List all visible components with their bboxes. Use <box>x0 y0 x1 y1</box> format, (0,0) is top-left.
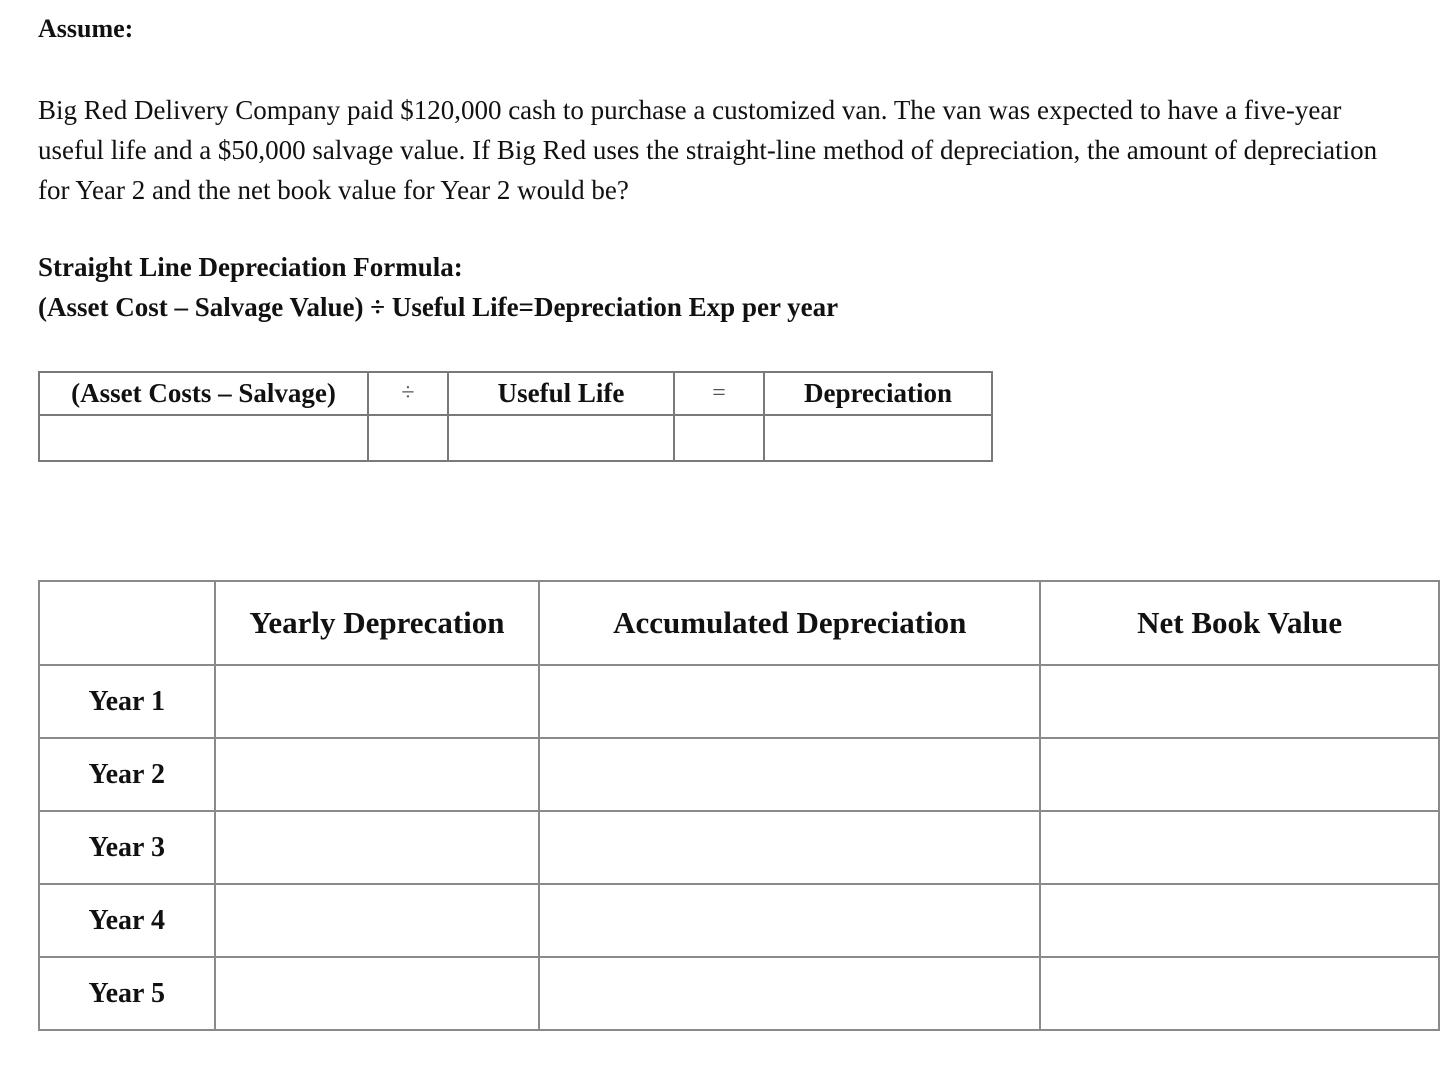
schedule-header-yearly: Yearly Deprecation <box>215 581 540 665</box>
net-book-value-cell[interactable] <box>1040 665 1439 738</box>
accumulated-depreciation-cell[interactable] <box>539 665 1040 738</box>
accumulated-depreciation-cell[interactable] <box>539 811 1040 884</box>
net-book-value-cell[interactable] <box>1040 738 1439 811</box>
accumulated-depreciation-cell[interactable] <box>539 738 1040 811</box>
problem-statement: Big Red Delivery Company paid $120,000 cash to purchase a customized van. The van was expected to have a five-year useful life and a $50,000 salvage value. If Big Red uses the straight-line method of depreciation, the amount of depreciation for Year 2 and the net book value for Year 2 would be? <box>38 95 1378 205</box>
depreciation-schedule-table <box>38 580 1440 1031</box>
calc-input-divide <box>368 415 448 461</box>
formula-heading: Straight Line Depreciation Formula: <box>38 252 463 282</box>
year-label: Year 2 <box>39 738 215 811</box>
net-book-value-cell[interactable] <box>1040 957 1439 1030</box>
net-book-value-cell[interactable] <box>1040 811 1439 884</box>
assume-heading: Assume: <box>38 14 134 43</box>
calc-header-useful-life: Useful Life <box>448 372 674 415</box>
table-row <box>39 665 1439 738</box>
accumulated-depreciation-cell[interactable] <box>539 957 1040 1030</box>
accumulated-depreciation-cell[interactable] <box>539 884 1040 957</box>
calc-header-row <box>39 372 992 415</box>
yearly-depreciation-cell[interactable] <box>215 957 540 1030</box>
yearly-depreciation-cell[interactable] <box>215 738 540 811</box>
net-book-value-cell[interactable] <box>1040 884 1439 957</box>
calc-input-row <box>39 415 992 461</box>
calc-input-asset-costs[interactable] <box>39 415 368 461</box>
calc-input-depreciation[interactable] <box>764 415 992 461</box>
table-row <box>39 811 1439 884</box>
year-label: Year 3 <box>39 811 215 884</box>
calc-input-useful-life[interactable] <box>448 415 674 461</box>
schedule-header-blank <box>39 581 215 665</box>
year-label: Year 4 <box>39 884 215 957</box>
schedule-header-net-book: Net Book Value <box>1040 581 1439 665</box>
yearly-depreciation-cell[interactable] <box>215 665 540 738</box>
schedule-header-accumulated: Accumulated Depreciation <box>539 581 1040 665</box>
yearly-depreciation-cell[interactable] <box>215 811 540 884</box>
schedule-header-row <box>39 581 1439 665</box>
formula-text: (Asset Cost – Salvage Value) ÷ Useful Life=Depreciation Exp per year <box>38 292 839 322</box>
calc-header-divide: ÷ <box>368 372 448 415</box>
depreciation-calculation-table <box>38 371 993 462</box>
yearly-depreciation-cell[interactable] <box>215 884 540 957</box>
table-row <box>39 957 1439 1030</box>
table-row <box>39 738 1439 811</box>
calc-header-depreciation: Depreciation <box>764 372 992 415</box>
calc-header-equals: = <box>674 372 764 415</box>
calc-input-equals <box>674 415 764 461</box>
year-label: Year 1 <box>39 665 215 738</box>
year-label: Year 5 <box>39 957 215 1030</box>
calc-header-asset-costs: (Asset Costs – Salvage) <box>39 372 368 415</box>
table-row <box>39 884 1439 957</box>
